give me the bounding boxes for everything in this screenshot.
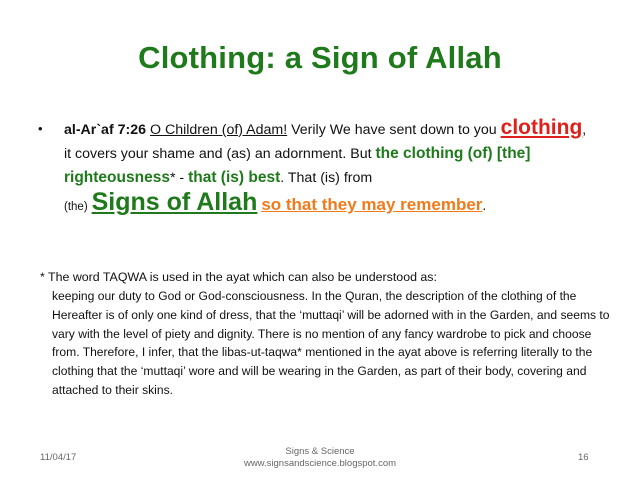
word-the-small: (the) <box>64 201 88 213</box>
bullet-symbol: • <box>38 121 43 136</box>
phrase-signs-of-allah: Signs of Allah <box>91 188 258 216</box>
phrase-remember: so that they may remember <box>261 195 483 214</box>
verse-segment-4: . That (is) from <box>280 170 373 186</box>
footer-date: 11/04/17 <box>40 452 77 463</box>
footer-site-name: Signs & Science <box>285 446 355 457</box>
verse-reference: al-Ar`af 7:26 <box>64 122 147 138</box>
phrase-that-is-best: that (is) best <box>188 169 281 186</box>
verse-segment-2: , it covers your shame and (as) an adornment. But <box>64 122 587 162</box>
verse-segment-1: Verily We have sent down to you <box>287 122 501 138</box>
word-clothing: clothing <box>500 116 583 139</box>
footer-source <box>0 446 640 470</box>
footer-page-number: 16 <box>578 452 589 463</box>
footnote-heading: * The word TAQWA is used in the ayat which can also be understood as: <box>40 270 437 284</box>
verse-text <box>64 116 596 219</box>
footnote-body: keeping our duty to God or God-consciousness. In the Quran, the description of the clothing of the Hereafter is of only one kind of dress, that the ‘muttaqi’ will be adorned with in the Garden, and seems to vary with the level of piety and dignity. There is no mention of any fancy wardrobe to pick and choose from. Therefore, I infer, that the libas-ut-taqwa* mentioned in the ayat above is referring literally to the clothing that the ‘muttaqi’ wore and will be wearing in the Garden, as part of their body, covering and attached to their skins. <box>52 289 610 397</box>
verse-period: . <box>482 198 487 214</box>
slide-title: Clothing: a Sign of Allah <box>138 40 502 75</box>
phrase-righteous-clothing: the clothing (of) [the] righteousness <box>64 145 531 186</box>
verse-address: O Children (of) Adam! <box>149 122 288 138</box>
verse-segment-3: * - <box>169 170 189 186</box>
footer-site-url: www.signsandscience.blogspot.com <box>243 458 397 469</box>
